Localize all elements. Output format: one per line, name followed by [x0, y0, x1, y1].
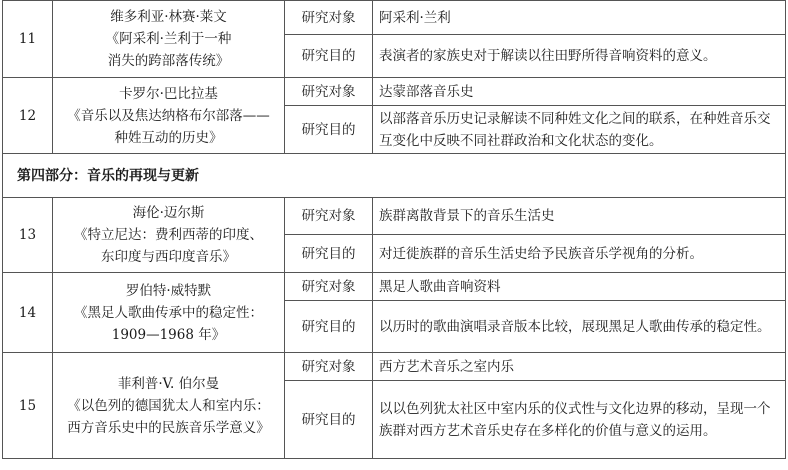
purpose-label: 研究目的 — [285, 35, 373, 78]
work-cell — [53, 353, 285, 459]
object-label: 研究对象 — [285, 1, 373, 35]
row-number: 15 — [3, 353, 53, 459]
table-row — [3, 1, 786, 35]
work-line: 消失的跨部落传统》 — [107, 53, 230, 69]
work-line: 罗伯特·威特默 — [125, 282, 212, 299]
object-value: 达蒙部落音乐史 — [373, 78, 786, 106]
work-line: 《阿采利·兰利于一种 — [105, 31, 232, 47]
section-title: 第四部分：音乐的再现与更新 — [3, 154, 786, 198]
purpose-value: 对迁徙族群的音乐生活史给予民族音乐学视角的分析。 — [373, 235, 786, 273]
work-line: 卡罗尔·巴比拉基 — [119, 85, 218, 102]
purpose-value: 以历时的歌曲演唱录音版本比较，展现黑足人歌曲传承的稳定性。 — [373, 301, 786, 353]
work-cell — [53, 1, 285, 78]
table-row — [3, 353, 786, 381]
table-row — [3, 273, 786, 301]
work-cell — [53, 273, 285, 353]
purpose-value: 以以色列犹太社区中室内乐的仪式性与文化边界的移动，呈现一个族群对西方艺术音乐史存在多样化的价值与意义的运用。 — [373, 381, 786, 459]
purpose-label: 研究目的 — [285, 381, 373, 459]
work-line: 《音乐以及焦达纳格布尔部落—— — [67, 107, 270, 124]
row-number: 11 — [3, 1, 53, 78]
table-row — [3, 78, 786, 106]
object-label: 研究对象 — [285, 353, 373, 381]
work-line: 《以色列的德国犹太人和室内乐： — [67, 397, 270, 414]
work-line: 种姓互动的历史》 — [114, 129, 223, 146]
work-line: 东印度与西印度音乐》 — [101, 249, 236, 265]
work-line: 菲利普·V. 伯尔曼 — [117, 375, 220, 392]
work-line: 西方音乐史中的民族音乐学意义》 — [67, 419, 270, 436]
row-number: 14 — [3, 273, 53, 353]
object-label: 研究对象 — [285, 198, 373, 235]
work-line: 1909—1968 年》 — [111, 326, 226, 343]
table-row — [3, 198, 786, 235]
object-value: 阿采利·兰利 — [373, 1, 786, 35]
work-cell — [53, 198, 285, 273]
object-label: 研究对象 — [285, 273, 373, 301]
object-value: 黑足人歌曲音响资料 — [373, 273, 786, 301]
object-value: 族群离散背景下的音乐生活史 — [373, 198, 786, 235]
object-value: 西方艺术音乐之室内乐 — [373, 353, 786, 381]
purpose-label: 研究目的 — [285, 301, 373, 353]
research-table — [2, 0, 786, 459]
work-line: 《黑足人歌曲传承中的稳定性： — [74, 304, 263, 321]
work-line: 海伦·迈尔斯 — [132, 205, 205, 221]
row-number: 12 — [3, 78, 53, 154]
purpose-value: 以部落音乐历史记录解读不同种姓文化之间的联系，在种姓音乐交互变化中反映不同社群政治和文化状态的变化。 — [373, 106, 786, 154]
purpose-label: 研究目的 — [285, 106, 373, 154]
work-cell — [53, 78, 285, 154]
section-row — [3, 154, 786, 198]
row-number: 13 — [3, 198, 53, 273]
object-label: 研究对象 — [285, 78, 373, 106]
work-line: 《特立尼达：费利西蒂的印度、 — [74, 227, 263, 243]
purpose-value: 表演者的家族史对于解读以往田野所得音响资料的意义。 — [373, 35, 786, 78]
work-line: 维多利亚·林赛·莱文 — [110, 9, 227, 25]
purpose-label: 研究目的 — [285, 235, 373, 273]
